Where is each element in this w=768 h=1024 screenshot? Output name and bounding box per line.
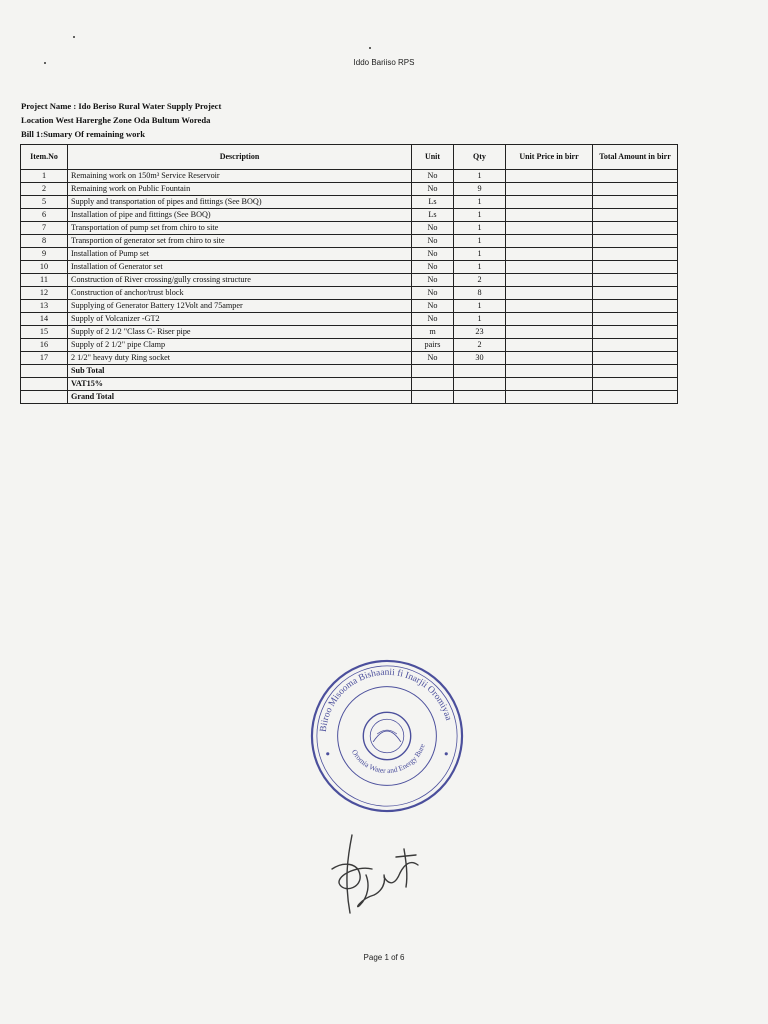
page-header: Iddo Bariiso RPS [353, 58, 415, 67]
project-name: Project Name : Ido Beriso Rural Water Supply Project [21, 101, 222, 111]
project-meta [21, 99, 521, 141]
table-row [21, 287, 678, 300]
col-header-unit: Unit [412, 145, 454, 170]
unit-cell: No [412, 300, 454, 313]
unit-price-cell [506, 183, 593, 196]
summary-item-cell [21, 378, 68, 391]
total-amount-cell [593, 248, 678, 261]
col-header-total-amount: Total Amount in birr [593, 145, 678, 170]
item-no-cell: 16 [21, 339, 68, 352]
description-cell: Supply and transportation of pipes and fittings (See BOQ) [68, 196, 412, 209]
qty-cell: 1 [454, 300, 506, 313]
summary-total-cell [593, 365, 678, 378]
unit-price-cell [506, 248, 593, 261]
table-row [21, 274, 678, 287]
total-amount-cell [593, 196, 678, 209]
description-cell: Remaining work on Public Fountain [68, 183, 412, 196]
item-no-cell: 12 [21, 287, 68, 300]
unit-price-cell [506, 287, 593, 300]
col-header-item-no: Item.No [21, 145, 68, 170]
summary-total-cell [593, 391, 678, 404]
summary-unit-cell [412, 391, 454, 404]
description-cell: Construction of anchor/trust block [68, 287, 412, 300]
total-amount-cell [593, 352, 678, 365]
table-row [21, 300, 678, 313]
item-no-cell: 7 [21, 222, 68, 235]
col-header-qty: Qty [454, 145, 506, 170]
qty-cell: 1 [454, 313, 506, 326]
unit-price-cell [506, 209, 593, 222]
description-cell: Installation of Generator set [68, 261, 412, 274]
unit-cell: Ls [412, 209, 454, 222]
qty-cell: 1 [454, 261, 506, 274]
table-row [21, 183, 678, 196]
description-cell: 2 1/2" heavy duty Ring socket [68, 352, 412, 365]
total-amount-cell [593, 183, 678, 196]
official-stamp [308, 657, 466, 815]
table-row [21, 352, 678, 365]
table-row [21, 313, 678, 326]
table-header-row [21, 145, 678, 170]
unit-price-cell [506, 222, 593, 235]
unit-cell: No [412, 274, 454, 287]
table-row [21, 261, 678, 274]
summary-unit-cell [412, 378, 454, 391]
description-cell: Remaining work on 150m³ Service Reservoir [68, 170, 412, 183]
unit-price-cell [506, 326, 593, 339]
unit-price-cell [506, 274, 593, 287]
summary-row [21, 378, 678, 391]
project-location: Location West Harerghe Zone Oda Bultum Woreda [21, 115, 211, 125]
total-amount-cell [593, 261, 678, 274]
qty-cell: 1 [454, 235, 506, 248]
total-amount-cell [593, 287, 678, 300]
total-amount-cell [593, 339, 678, 352]
unit-cell: Ls [412, 196, 454, 209]
summary-label-cell: Grand Total [68, 391, 412, 404]
unit-price-cell [506, 339, 593, 352]
unit-cell: pairs [412, 339, 454, 352]
summary-price-cell [506, 391, 593, 404]
summary-unit-cell [412, 365, 454, 378]
unit-cell: No [412, 222, 454, 235]
scan-speck [73, 36, 75, 38]
item-no-cell: 1 [21, 170, 68, 183]
qty-cell: 23 [454, 326, 506, 339]
qty-cell: 30 [454, 352, 506, 365]
total-amount-cell [593, 170, 678, 183]
unit-cell: No [412, 261, 454, 274]
unit-price-cell [506, 300, 593, 313]
unit-price-cell [506, 352, 593, 365]
unit-price-cell [506, 261, 593, 274]
description-cell: Supply of 2 1/2" pipe Clamp [68, 339, 412, 352]
summary-qty-cell [454, 365, 506, 378]
unit-price-cell [506, 313, 593, 326]
bill-title: Bill 1:Sumary Of remaining work [21, 129, 145, 139]
table-row [21, 196, 678, 209]
item-no-cell: 2 [21, 183, 68, 196]
total-amount-cell [593, 313, 678, 326]
table-row [21, 209, 678, 222]
total-amount-cell [593, 235, 678, 248]
summary-row [21, 365, 678, 378]
item-no-cell: 14 [21, 313, 68, 326]
unit-price-cell [506, 235, 593, 248]
total-amount-cell [593, 326, 678, 339]
item-no-cell: 5 [21, 196, 68, 209]
unit-cell: No [412, 183, 454, 196]
summary-price-cell [506, 378, 593, 391]
qty-cell: 2 [454, 274, 506, 287]
item-no-cell: 17 [21, 352, 68, 365]
qty-cell: 9 [454, 183, 506, 196]
summary-qty-cell [454, 391, 506, 404]
unit-price-cell [506, 170, 593, 183]
stamp-inner-text: Oromia Water and Energy Bure [349, 742, 427, 776]
item-no-cell: 6 [21, 209, 68, 222]
qty-cell: 1 [454, 209, 506, 222]
unit-cell: No [412, 287, 454, 300]
item-no-cell: 8 [21, 235, 68, 248]
table-row [21, 326, 678, 339]
description-cell: Transportation of pump set from chiro to site [68, 222, 412, 235]
table-row [21, 248, 678, 261]
description-cell: Supply of Volcanizer -GT2 [68, 313, 412, 326]
item-no-cell: 9 [21, 248, 68, 261]
handwritten-signature [300, 825, 440, 920]
table-row [21, 235, 678, 248]
unit-cell: No [412, 352, 454, 365]
summary-label-cell: VAT15% [68, 378, 412, 391]
description-cell: Supplying of Generator Battery 12Volt and 75amper [68, 300, 412, 313]
description-cell: Supply of 2 1/2 "Class C- Riser pipe [68, 326, 412, 339]
bill-table [20, 144, 678, 404]
stamp-outer-text: Biiroo Misooma Bishaanii fi Inarjii Oromiyaa [318, 667, 454, 733]
qty-cell: 1 [454, 170, 506, 183]
total-amount-cell [593, 274, 678, 287]
unit-cell: No [412, 170, 454, 183]
summary-label-cell: Sub Total [68, 365, 412, 378]
description-cell: Construction of River crossing/gully crossing structure [68, 274, 412, 287]
description-cell: Transportion of generator set from chiro to site [68, 235, 412, 248]
qty-cell: 2 [454, 339, 506, 352]
unit-cell: No [412, 313, 454, 326]
item-no-cell: 11 [21, 274, 68, 287]
total-amount-cell [593, 209, 678, 222]
table-row [21, 339, 678, 352]
table-row [21, 170, 678, 183]
item-no-cell: 10 [21, 261, 68, 274]
unit-cell: No [412, 235, 454, 248]
total-amount-cell [593, 222, 678, 235]
page-footer: Page 1 of 6 [363, 953, 405, 962]
qty-cell: 8 [454, 287, 506, 300]
unit-cell: No [412, 248, 454, 261]
total-amount-cell [593, 300, 678, 313]
table-row [21, 222, 678, 235]
col-header-description: Description [68, 145, 412, 170]
item-no-cell: 13 [21, 300, 68, 313]
col-header-unit-price: Unit Price in birr [506, 145, 593, 170]
scan-speck [369, 47, 371, 49]
qty-cell: 1 [454, 222, 506, 235]
summary-price-cell [506, 365, 593, 378]
summary-item-cell [21, 365, 68, 378]
qty-cell: 1 [454, 196, 506, 209]
summary-qty-cell [454, 378, 506, 391]
summary-total-cell [593, 378, 678, 391]
summary-item-cell [21, 391, 68, 404]
description-cell: Installation of pipe and fittings (See BOQ) [68, 209, 412, 222]
unit-price-cell [506, 196, 593, 209]
qty-cell: 1 [454, 248, 506, 261]
summary-row [21, 391, 678, 404]
description-cell: Installation of Pump set [68, 248, 412, 261]
unit-cell: m [412, 326, 454, 339]
item-no-cell: 15 [21, 326, 68, 339]
